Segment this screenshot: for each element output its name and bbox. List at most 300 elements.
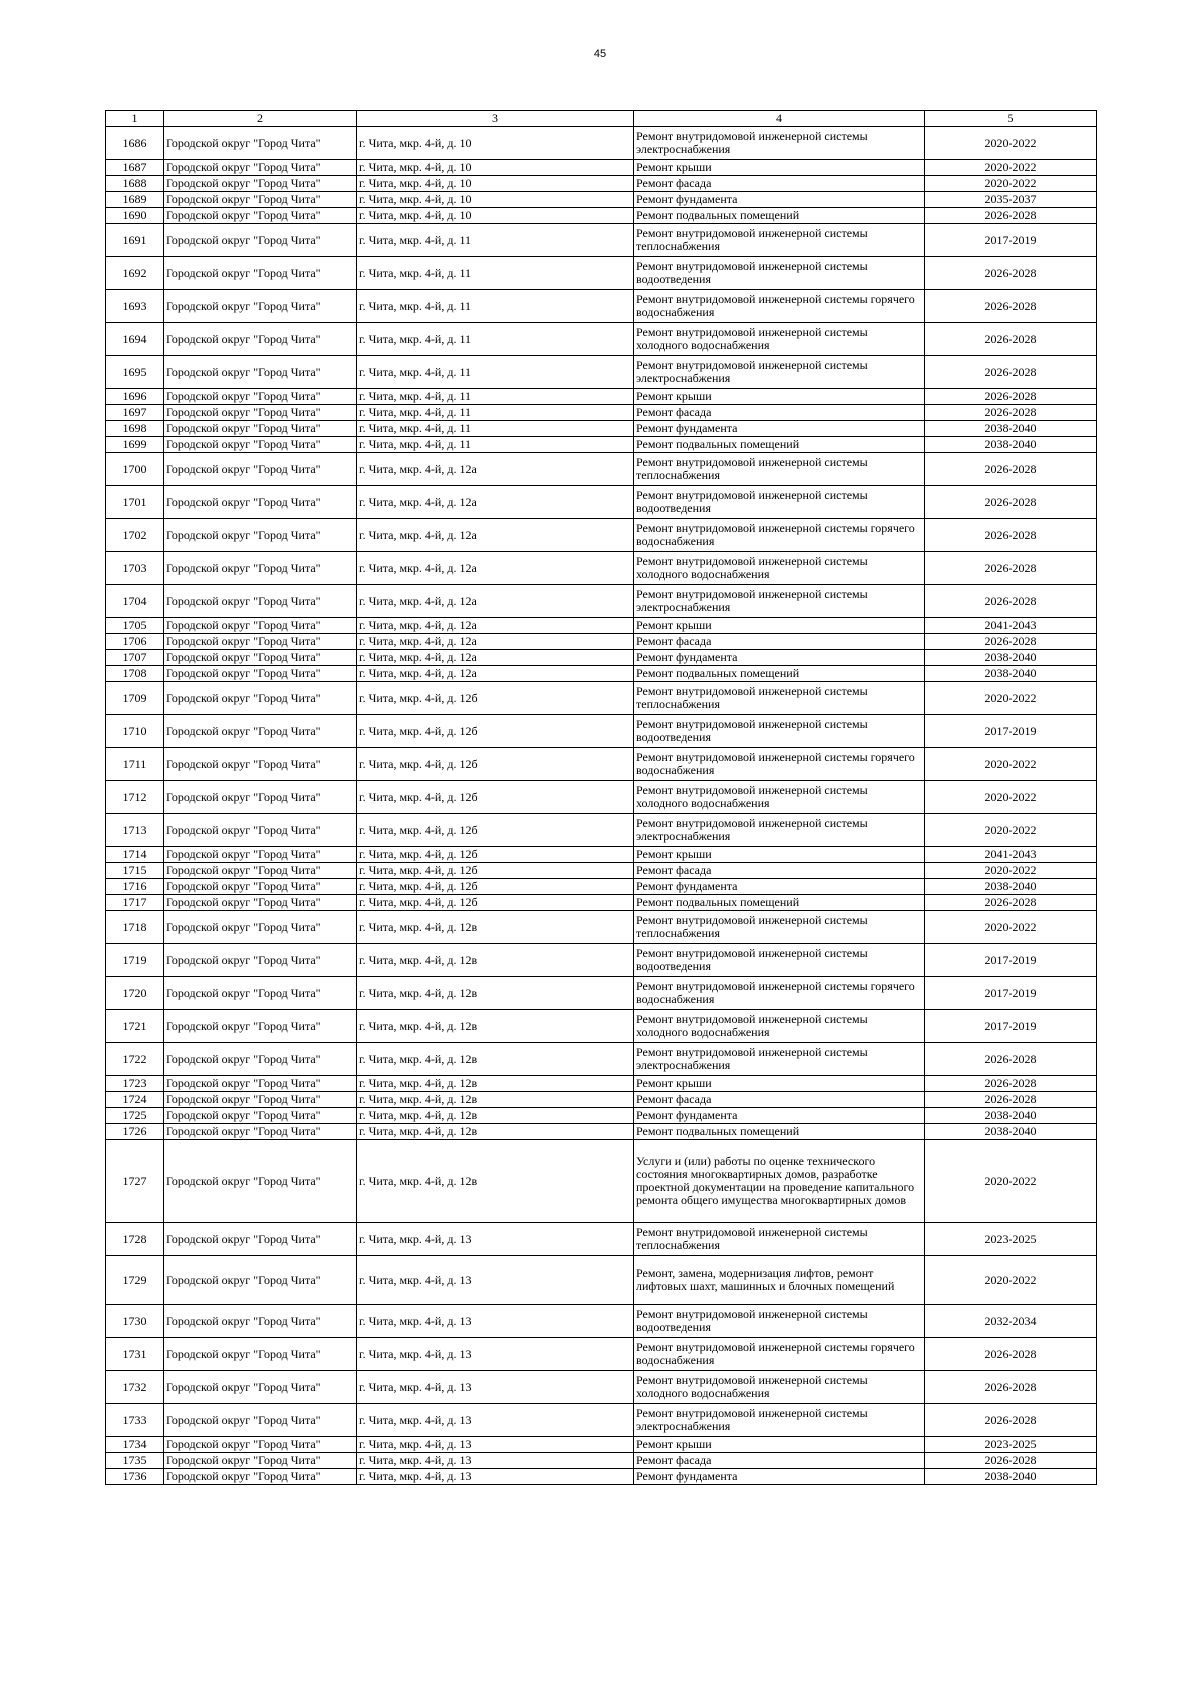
work-type-cell: Ремонт фундамента	[634, 1469, 925, 1485]
address-cell: г. Чита, мкр. 4-й, д. 12б	[357, 879, 634, 895]
address-cell: г. Чита, мкр. 4-й, д. 12в	[357, 1108, 634, 1124]
work-type-cell: Ремонт внутридомовой инженерной системы водоотведения	[634, 715, 925, 748]
page-number: 45	[593, 48, 607, 60]
row-number: 1730	[106, 1305, 164, 1338]
work-type-cell: Ремонт внутридомовой инженерной системы водоотведения	[634, 486, 925, 519]
work-type-cell: Ремонт фундамента	[634, 192, 925, 208]
address-cell: г. Чита, мкр. 4-й, д. 12в	[357, 977, 634, 1010]
table-row	[106, 224, 1097, 257]
district-cell: Городской округ "Город Чита"	[164, 1256, 357, 1305]
table-row	[106, 977, 1097, 1010]
row-number: 1713	[106, 814, 164, 847]
address-cell: г. Чита, мкр. 4-й, д. 13	[357, 1223, 634, 1256]
table-row	[106, 1010, 1097, 1043]
period-cell: 2017-2019	[925, 944, 1097, 977]
district-cell: Городской округ "Город Чита"	[164, 405, 357, 421]
district-cell: Городской округ "Город Чита"	[164, 192, 357, 208]
address-cell: г. Чита, мкр. 4-й, д. 11	[357, 389, 634, 405]
district-cell: Городской округ "Город Чита"	[164, 290, 357, 323]
row-number: 1736	[106, 1469, 164, 1485]
district-cell: Городской округ "Город Чита"	[164, 879, 357, 895]
district-cell: Городской округ "Город Чита"	[164, 453, 357, 486]
period-cell: 2020-2022	[925, 176, 1097, 192]
district-cell: Городской округ "Город Чита"	[164, 389, 357, 405]
period-cell: 2020-2022	[925, 682, 1097, 715]
district-cell: Городской округ "Город Чита"	[164, 1108, 357, 1124]
district-cell: Городской округ "Город Чита"	[164, 911, 357, 944]
table-row	[106, 1338, 1097, 1371]
district-cell: Городской округ "Город Чита"	[164, 715, 357, 748]
period-cell: 2020-2022	[925, 1256, 1097, 1305]
table-row	[106, 160, 1097, 176]
address-cell: г. Чита, мкр. 4-й, д. 13	[357, 1338, 634, 1371]
period-cell: 2038-2040	[925, 1469, 1097, 1485]
district-cell: Городской округ "Город Чита"	[164, 127, 357, 160]
work-type-cell: Ремонт внутридомовой инженерной системы электроснабжения	[634, 127, 925, 160]
period-cell: 2038-2040	[925, 666, 1097, 682]
work-type-cell: Ремонт внутридомовой инженерной системы холодного водоснабжения	[634, 552, 925, 585]
address-cell: г. Чита, мкр. 4-й, д. 11	[357, 323, 634, 356]
row-number: 1711	[106, 748, 164, 781]
row-number: 1697	[106, 405, 164, 421]
work-type-cell: Ремонт внутридомовой инженерной системы электроснабжения	[634, 356, 925, 389]
district-cell: Городской округ "Город Чита"	[164, 1371, 357, 1404]
work-type-cell: Ремонт внутридомовой инженерной системы горячего водоснабжения	[634, 977, 925, 1010]
district-cell: Городской округ "Город Чита"	[164, 1437, 357, 1453]
district-cell: Городской округ "Город Чита"	[164, 437, 357, 453]
table-row	[106, 127, 1097, 160]
address-cell: г. Чита, мкр. 4-й, д. 13	[357, 1371, 634, 1404]
table-row	[106, 1092, 1097, 1108]
row-number: 1718	[106, 911, 164, 944]
row-number: 1712	[106, 781, 164, 814]
table-row	[106, 634, 1097, 650]
row-number: 1698	[106, 421, 164, 437]
period-cell: 2026-2028	[925, 323, 1097, 356]
row-number: 1735	[106, 1453, 164, 1469]
district-cell: Городской округ "Город Чита"	[164, 1223, 357, 1256]
table-row	[106, 814, 1097, 847]
address-cell: г. Чита, мкр. 4-й, д. 10	[357, 160, 634, 176]
column-header-1: 1	[106, 111, 164, 127]
period-cell: 2038-2040	[925, 437, 1097, 453]
district-cell: Городской округ "Город Чита"	[164, 618, 357, 634]
address-cell: г. Чита, мкр. 4-й, д. 12б	[357, 814, 634, 847]
row-number: 1686	[106, 127, 164, 160]
period-cell: 2032-2034	[925, 1305, 1097, 1338]
district-cell: Городской округ "Город Чита"	[164, 863, 357, 879]
district-cell: Городской округ "Город Чита"	[164, 486, 357, 519]
district-cell: Городской округ "Город Чита"	[164, 1092, 357, 1108]
row-number: 1723	[106, 1076, 164, 1092]
work-type-cell: Ремонт, замена, модернизация лифтов, ремонт лифтовых шахт, машинных и блочных помещений	[634, 1256, 925, 1305]
district-cell: Городской округ "Город Чита"	[164, 977, 357, 1010]
address-cell: г. Чита, мкр. 4-й, д. 13	[357, 1437, 634, 1453]
table-row	[106, 847, 1097, 863]
table-row	[106, 421, 1097, 437]
period-cell: 2038-2040	[925, 1124, 1097, 1140]
table-row	[106, 389, 1097, 405]
work-type-cell: Ремонт фундамента	[634, 421, 925, 437]
row-number: 1705	[106, 618, 164, 634]
address-cell: г. Чита, мкр. 4-й, д. 12а	[357, 552, 634, 585]
row-number: 1731	[106, 1338, 164, 1371]
district-cell: Городской округ "Город Чита"	[164, 650, 357, 666]
address-cell: г. Чита, мкр. 4-й, д. 11	[357, 290, 634, 323]
table-row	[106, 1108, 1097, 1124]
row-number: 1733	[106, 1404, 164, 1437]
district-cell: Городской округ "Город Чита"	[164, 1076, 357, 1092]
period-cell: 2026-2028	[925, 356, 1097, 389]
address-cell: г. Чита, мкр. 4-й, д. 12а	[357, 650, 634, 666]
row-number: 1710	[106, 715, 164, 748]
table-row	[106, 1404, 1097, 1437]
row-number: 1694	[106, 323, 164, 356]
address-cell: г. Чита, мкр. 4-й, д. 12а	[357, 486, 634, 519]
district-cell: Городской округ "Город Чита"	[164, 634, 357, 650]
district-cell: Городской округ "Город Чита"	[164, 781, 357, 814]
period-cell: 2026-2028	[925, 405, 1097, 421]
address-cell: г. Чита, мкр. 4-й, д. 10	[357, 208, 634, 224]
address-cell: г. Чита, мкр. 4-й, д. 13	[357, 1453, 634, 1469]
row-number: 1687	[106, 160, 164, 176]
work-type-cell: Ремонт крыши	[634, 1076, 925, 1092]
work-type-cell: Ремонт фасада	[634, 405, 925, 421]
header-row	[106, 111, 1097, 127]
district-cell: Городской округ "Город Чита"	[164, 1469, 357, 1485]
district-cell: Городской округ "Город Чита"	[164, 323, 357, 356]
table-row	[106, 911, 1097, 944]
period-cell: 2026-2028	[925, 389, 1097, 405]
row-number: 1714	[106, 847, 164, 863]
table-row	[106, 1256, 1097, 1305]
period-cell: 2026-2028	[925, 585, 1097, 618]
row-number: 1693	[106, 290, 164, 323]
row-number: 1727	[106, 1140, 164, 1223]
district-cell: Городской округ "Город Чита"	[164, 224, 357, 257]
address-cell: г. Чита, мкр. 4-й, д. 12б	[357, 781, 634, 814]
table-row	[106, 405, 1097, 421]
period-cell: 2041-2043	[925, 847, 1097, 863]
address-cell: г. Чита, мкр. 4-й, д. 13	[357, 1404, 634, 1437]
district-cell: Городской округ "Город Чита"	[164, 160, 357, 176]
address-cell: г. Чита, мкр. 4-й, д. 12а	[357, 453, 634, 486]
row-number: 1722	[106, 1043, 164, 1076]
repair-schedule-table	[105, 110, 1097, 1485]
address-cell: г. Чита, мкр. 4-й, д. 12в	[357, 1043, 634, 1076]
work-type-cell: Ремонт фасада	[634, 1092, 925, 1108]
row-number: 1732	[106, 1371, 164, 1404]
period-cell: 2026-2028	[925, 895, 1097, 911]
address-cell: г. Чита, мкр. 4-й, д. 12в	[357, 911, 634, 944]
period-cell: 2026-2028	[925, 453, 1097, 486]
address-cell: г. Чита, мкр. 4-й, д. 12б	[357, 863, 634, 879]
column-header-5: 5	[925, 111, 1097, 127]
address-cell: г. Чита, мкр. 4-й, д. 12в	[357, 1076, 634, 1092]
period-cell: 2026-2028	[925, 1043, 1097, 1076]
work-type-cell: Ремонт внутридомовой инженерной системы водоотведения	[634, 944, 925, 977]
work-type-cell: Ремонт фундамента	[634, 879, 925, 895]
row-number: 1688	[106, 176, 164, 192]
address-cell: г. Чита, мкр. 4-й, д. 12б	[357, 715, 634, 748]
table-row	[106, 519, 1097, 552]
row-number: 1692	[106, 257, 164, 290]
period-cell: 2038-2040	[925, 650, 1097, 666]
period-cell: 2038-2040	[925, 1108, 1097, 1124]
work-type-cell: Ремонт фундамента	[634, 1108, 925, 1124]
period-cell: 2026-2028	[925, 634, 1097, 650]
address-cell: г. Чита, мкр. 4-й, д. 12в	[357, 1140, 634, 1223]
period-cell: 2026-2028	[925, 1404, 1097, 1437]
work-type-cell: Ремонт внутридомовой инженерной системы холодного водоснабжения	[634, 1010, 925, 1043]
row-number: 1716	[106, 879, 164, 895]
period-cell: 2020-2022	[925, 814, 1097, 847]
address-cell: г. Чита, мкр. 4-й, д. 13	[357, 1469, 634, 1485]
table-row	[106, 748, 1097, 781]
row-number: 1704	[106, 585, 164, 618]
table-row	[106, 290, 1097, 323]
district-cell: Городской округ "Город Чита"	[164, 208, 357, 224]
period-cell: 2026-2028	[925, 1092, 1097, 1108]
table-row	[106, 323, 1097, 356]
period-cell: 2026-2028	[925, 257, 1097, 290]
district-cell: Городской округ "Город Чита"	[164, 1305, 357, 1338]
period-cell: 2026-2028	[925, 208, 1097, 224]
work-type-cell: Ремонт внутридомовой инженерной системы холодного водоснабжения	[634, 323, 925, 356]
row-number: 1706	[106, 634, 164, 650]
period-cell: 2023-2025	[925, 1437, 1097, 1453]
row-number: 1728	[106, 1223, 164, 1256]
work-type-cell: Ремонт внутридомовой инженерной системы теплоснабжения	[634, 682, 925, 715]
address-cell: г. Чита, мкр. 4-й, д. 12б	[357, 847, 634, 863]
address-cell: г. Чита, мкр. 4-й, д. 10	[357, 127, 634, 160]
table-row	[106, 682, 1097, 715]
address-cell: г. Чита, мкр. 4-й, д. 12в	[357, 944, 634, 977]
district-cell: Городской округ "Город Чита"	[164, 847, 357, 863]
period-cell: 2026-2028	[925, 486, 1097, 519]
row-number: 1691	[106, 224, 164, 257]
work-type-cell: Ремонт внутридомовой инженерной системы водоотведения	[634, 1305, 925, 1338]
address-cell: г. Чита, мкр. 4-й, д. 12в	[357, 1124, 634, 1140]
work-type-cell: Ремонт фундамента	[634, 650, 925, 666]
table-row	[106, 715, 1097, 748]
period-cell: 2026-2028	[925, 290, 1097, 323]
table-row	[106, 1453, 1097, 1469]
column-header-2: 2	[164, 111, 357, 127]
district-cell: Городской округ "Город Чита"	[164, 748, 357, 781]
row-number: 1703	[106, 552, 164, 585]
period-cell: 2023-2025	[925, 1223, 1097, 1256]
period-cell: 2026-2028	[925, 1371, 1097, 1404]
work-type-cell: Ремонт внутридомовой инженерной системы горячего водоснабжения	[634, 519, 925, 552]
district-cell: Городской округ "Город Чита"	[164, 585, 357, 618]
district-cell: Городской округ "Город Чита"	[164, 356, 357, 389]
work-type-cell: Ремонт внутридомовой инженерной системы теплоснабжения	[634, 1223, 925, 1256]
work-type-cell: Ремонт внутридомовой инженерной системы горячего водоснабжения	[634, 1338, 925, 1371]
row-number: 1700	[106, 453, 164, 486]
district-cell: Городской округ "Город Чита"	[164, 1338, 357, 1371]
period-cell: 2020-2022	[925, 1140, 1097, 1223]
district-cell: Городской округ "Город Чита"	[164, 1453, 357, 1469]
period-cell: 2017-2019	[925, 1010, 1097, 1043]
work-type-cell: Ремонт крыши	[634, 618, 925, 634]
address-cell: г. Чита, мкр. 4-й, д. 12а	[357, 666, 634, 682]
district-cell: Городской округ "Город Чита"	[164, 552, 357, 585]
address-cell: г. Чита, мкр. 4-й, д. 11	[357, 356, 634, 389]
district-cell: Городской округ "Город Чита"	[164, 519, 357, 552]
period-cell: 2026-2028	[925, 1453, 1097, 1469]
work-type-cell: Ремонт внутридомовой инженерной системы водоотведения	[634, 257, 925, 290]
district-cell: Городской округ "Город Чита"	[164, 1043, 357, 1076]
table-row	[106, 879, 1097, 895]
work-type-cell: Ремонт крыши	[634, 1437, 925, 1453]
row-number: 1702	[106, 519, 164, 552]
period-cell: 2020-2022	[925, 863, 1097, 879]
period-cell: 2035-2037	[925, 192, 1097, 208]
district-cell: Городской округ "Город Чита"	[164, 176, 357, 192]
address-cell: г. Чита, мкр. 4-й, д. 11	[357, 224, 634, 257]
table-body	[106, 127, 1097, 1485]
address-cell: г. Чита, мкр. 4-й, д. 13	[357, 1305, 634, 1338]
row-number: 1721	[106, 1010, 164, 1043]
period-cell: 2017-2019	[925, 224, 1097, 257]
work-type-cell: Ремонт фасада	[634, 1453, 925, 1469]
district-cell: Городской округ "Город Чита"	[164, 257, 357, 290]
table-row	[106, 1305, 1097, 1338]
district-cell: Городской округ "Город Чита"	[164, 814, 357, 847]
address-cell: г. Чита, мкр. 4-й, д. 12б	[357, 682, 634, 715]
district-cell: Городской округ "Город Чита"	[164, 944, 357, 977]
work-type-cell: Ремонт внутридомовой инженерной системы электроснабжения	[634, 585, 925, 618]
table-row	[106, 208, 1097, 224]
address-cell: г. Чита, мкр. 4-й, д. 12б	[357, 748, 634, 781]
row-number: 1696	[106, 389, 164, 405]
table-row	[106, 192, 1097, 208]
period-cell: 2038-2040	[925, 879, 1097, 895]
row-number: 1720	[106, 977, 164, 1010]
period-cell: 2020-2022	[925, 748, 1097, 781]
period-cell: 2041-2043	[925, 618, 1097, 634]
table-row	[106, 1140, 1097, 1223]
work-type-cell: Ремонт внутридомовой инженерной системы горячего водоснабжения	[634, 748, 925, 781]
table-row	[106, 1371, 1097, 1404]
address-cell: г. Чита, мкр. 4-й, д. 11	[357, 257, 634, 290]
address-cell: г. Чита, мкр. 4-й, д. 10	[357, 176, 634, 192]
address-cell: г. Чита, мкр. 4-й, д. 12в	[357, 1092, 634, 1108]
row-number: 1689	[106, 192, 164, 208]
table-row	[106, 585, 1097, 618]
district-cell: Городской округ "Город Чита"	[164, 421, 357, 437]
table-row	[106, 863, 1097, 879]
row-number: 1695	[106, 356, 164, 389]
work-type-cell: Услуги и (или) работы по оценке технического состояния многоквартирных домов, разработке проектной документации на проведение капитального ремонта общего имущества многоквартирных домов	[634, 1140, 925, 1223]
address-cell: г. Чита, мкр. 4-й, д. 12а	[357, 634, 634, 650]
row-number: 1729	[106, 1256, 164, 1305]
table-row	[106, 1437, 1097, 1453]
work-type-cell: Ремонт подвальных помещений	[634, 208, 925, 224]
table-row	[106, 437, 1097, 453]
address-cell: г. Чита, мкр. 4-й, д. 11	[357, 421, 634, 437]
address-cell: г. Чита, мкр. 4-й, д. 12б	[357, 895, 634, 911]
table-row	[106, 666, 1097, 682]
work-type-cell: Ремонт подвальных помещений	[634, 1124, 925, 1140]
table-row	[106, 1043, 1097, 1076]
row-number: 1725	[106, 1108, 164, 1124]
period-cell: 2020-2022	[925, 127, 1097, 160]
address-cell: г. Чита, мкр. 4-й, д. 12в	[357, 1010, 634, 1043]
address-cell: г. Чита, мкр. 4-й, д. 12а	[357, 585, 634, 618]
address-cell: г. Чита, мкр. 4-й, д. 11	[357, 437, 634, 453]
district-cell: Городской округ "Город Чита"	[164, 895, 357, 911]
work-type-cell: Ремонт фасада	[634, 176, 925, 192]
district-cell: Городской округ "Город Чита"	[164, 682, 357, 715]
period-cell: 2026-2028	[925, 552, 1097, 585]
district-cell: Городской округ "Город Чита"	[164, 1010, 357, 1043]
row-number: 1724	[106, 1092, 164, 1108]
district-cell: Городской округ "Город Чита"	[164, 1124, 357, 1140]
work-type-cell: Ремонт фасада	[634, 634, 925, 650]
work-type-cell: Ремонт крыши	[634, 847, 925, 863]
table-row	[106, 895, 1097, 911]
work-type-cell: Ремонт внутридомовой инженерной системы горячего водоснабжения	[634, 290, 925, 323]
work-type-cell: Ремонт внутридомовой инженерной системы теплоснабжения	[634, 224, 925, 257]
row-number: 1726	[106, 1124, 164, 1140]
work-type-cell: Ремонт подвальных помещений	[634, 666, 925, 682]
table-row	[106, 356, 1097, 389]
row-number: 1715	[106, 863, 164, 879]
work-type-cell: Ремонт внутридомовой инженерной системы теплоснабжения	[634, 911, 925, 944]
row-number: 1717	[106, 895, 164, 911]
address-cell: г. Чита, мкр. 4-й, д. 10	[357, 192, 634, 208]
district-cell: Городской округ "Город Чита"	[164, 1404, 357, 1437]
table-row	[106, 176, 1097, 192]
work-type-cell: Ремонт внутридомовой инженерной системы холодного водоснабжения	[634, 781, 925, 814]
table-row	[106, 1124, 1097, 1140]
work-type-cell: Ремонт внутридомовой инженерной системы теплоснабжения	[634, 453, 925, 486]
period-cell: 2026-2028	[925, 1076, 1097, 1092]
row-number: 1690	[106, 208, 164, 224]
table-row	[106, 1076, 1097, 1092]
work-type-cell: Ремонт крыши	[634, 160, 925, 176]
table-row	[106, 257, 1097, 290]
column-header-3: 3	[357, 111, 634, 127]
work-type-cell: Ремонт внутридомовой инженерной системы холодного водоснабжения	[634, 1371, 925, 1404]
table-row	[106, 650, 1097, 666]
table-row	[106, 944, 1097, 977]
period-cell: 2038-2040	[925, 421, 1097, 437]
column-header-4: 4	[634, 111, 925, 127]
row-number: 1708	[106, 666, 164, 682]
work-type-cell: Ремонт крыши	[634, 389, 925, 405]
period-cell: 2020-2022	[925, 911, 1097, 944]
table-row	[106, 552, 1097, 585]
district-cell: Городской округ "Город Чита"	[164, 1140, 357, 1223]
work-type-cell: Ремонт внутридомовой инженерной системы электроснабжения	[634, 1043, 925, 1076]
table-row	[106, 453, 1097, 486]
work-type-cell: Ремонт внутридомовой инженерной системы электроснабжения	[634, 814, 925, 847]
address-cell: г. Чита, мкр. 4-й, д. 12а	[357, 519, 634, 552]
period-cell: 2020-2022	[925, 160, 1097, 176]
work-type-cell: Ремонт подвальных помещений	[634, 437, 925, 453]
work-type-cell: Ремонт внутридомовой инженерной системы электроснабжения	[634, 1404, 925, 1437]
district-cell: Городской округ "Город Чита"	[164, 666, 357, 682]
row-number: 1701	[106, 486, 164, 519]
period-cell: 2026-2028	[925, 1338, 1097, 1371]
table-row	[106, 1223, 1097, 1256]
work-type-cell: Ремонт подвальных помещений	[634, 895, 925, 911]
address-cell: г. Чита, мкр. 4-й, д. 11	[357, 405, 634, 421]
period-cell: 2017-2019	[925, 715, 1097, 748]
